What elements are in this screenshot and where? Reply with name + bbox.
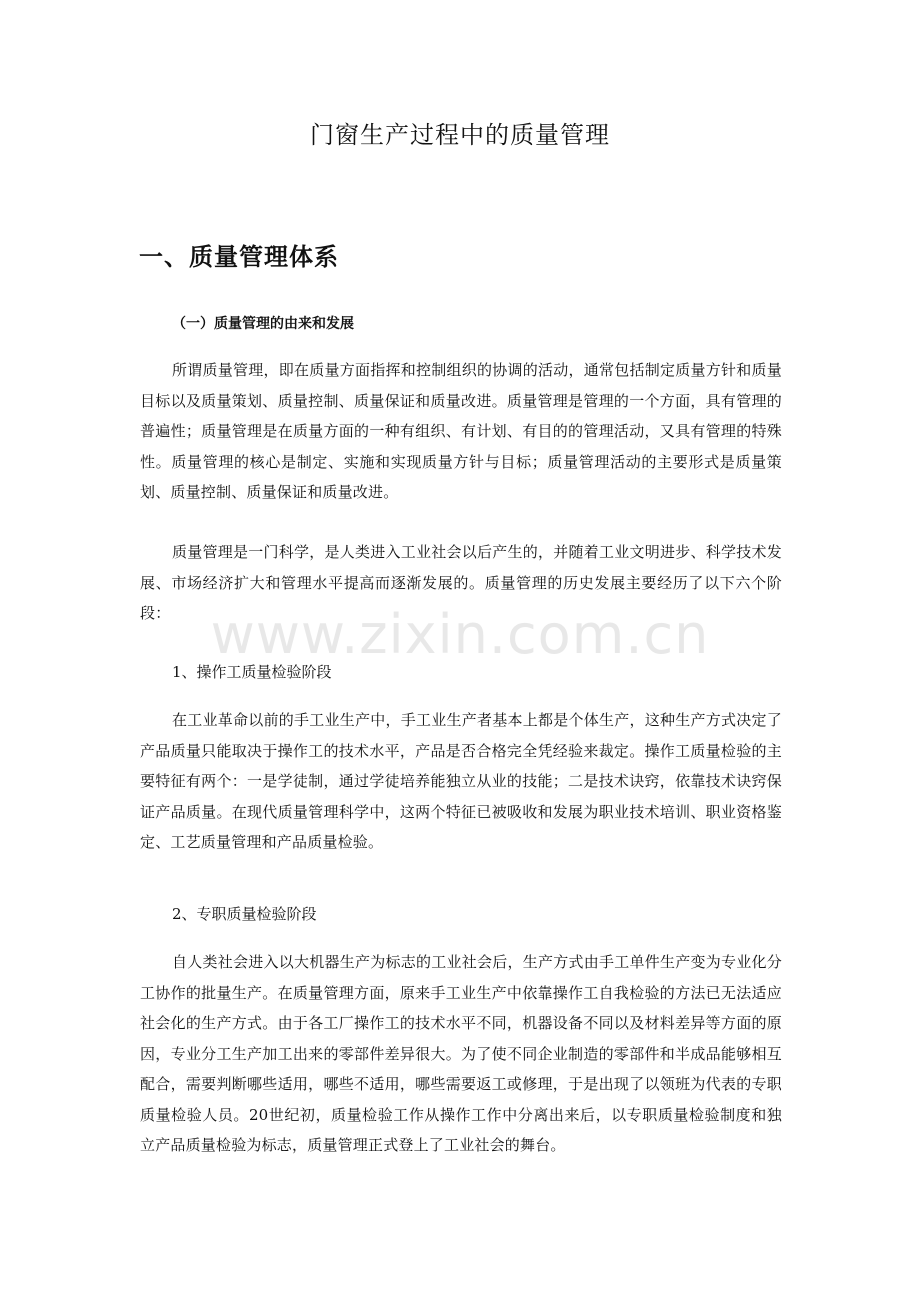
document-title: 门窗生产过程中的质量管理 <box>310 121 610 149</box>
stage-heading: 2、专职质量检验阶段 <box>172 905 317 923</box>
body-paragraph: 质量管理是一门科学，是人类进入工业社会以后产生的，并随着工业文明进步、科学技术发展、市场经济扩大和管理水平提高而逐渐发展的。质量管理的历史发展主要经历了以下六个阶段： <box>140 543 782 622</box>
body-paragraph: 自人类社会进入以大机器生产为标志的工业社会后，生产方式由手工单件生产变为专业化分工协作的批量生产。在质量管理方面，原来手工业生产中依靠操作工自我检验的方法已无法适应社会化的生产方式。由于各工厂操作工的技术水平不同，机器设备不同以及材料差异等方面的原因，专业分工生产加工出来的零部件差异很大。为了使不同企业制造的零部件和半成品能够相互配合，需要判断哪些适用，哪些不适用，哪些需要返工或修理，于是出现了以领班为代表的专职质量检验人员。20世纪初，质量检验工作从操作工作中分离出来后，以专职质量检验制度和独立产品质量检验为标志，质量管理正式登上了工业社会的舞台。 <box>140 953 782 1154</box>
body-paragraph: 在工业革命以前的手工业生产中，手工业生产者基本上都是个体生产，这种生产方式决定了产品质量只能取决于操作工的技术水平，产品是否合格完全凭经验来裁定。操作工质量检验的主要特征有两个：一是学徒制，通过学徒培养能独立从业的技能；二是技术诀窍，依靠技术诀窍保证产品质量。在现代质量管理科学中，这两个特征已被吸收和发展为职业技术培训、职业资格鉴定、工艺质量管理和产品质量检验。 <box>140 711 782 851</box>
body-paragraph: 所谓质量管理，即在质量方面指挥和控制组织的协调的活动，通常包括制定质量方针和质量目标以及质量策划、质量控制、质量保证和质量改进。质量管理是管理的一个方面，具有管理的普遍性；质量管理是在质量方面的一种有组织、有计划、有目的的管理活动，又具有管理的特殊性。质量管理的核心是制定、实施和实现质量方针与目标；质量管理活动的主要形式是质量策划、质量控制、质量保证和质量改进。 <box>140 361 782 501</box>
subsection-heading: （一）质量管理的由来和发展 <box>172 316 354 332</box>
stage-heading: 1、操作工质量检验阶段 <box>172 663 332 681</box>
watermark: www.zixin.com.cn <box>210 603 710 666</box>
section-heading: 一、质量管理体系 <box>139 243 339 271</box>
